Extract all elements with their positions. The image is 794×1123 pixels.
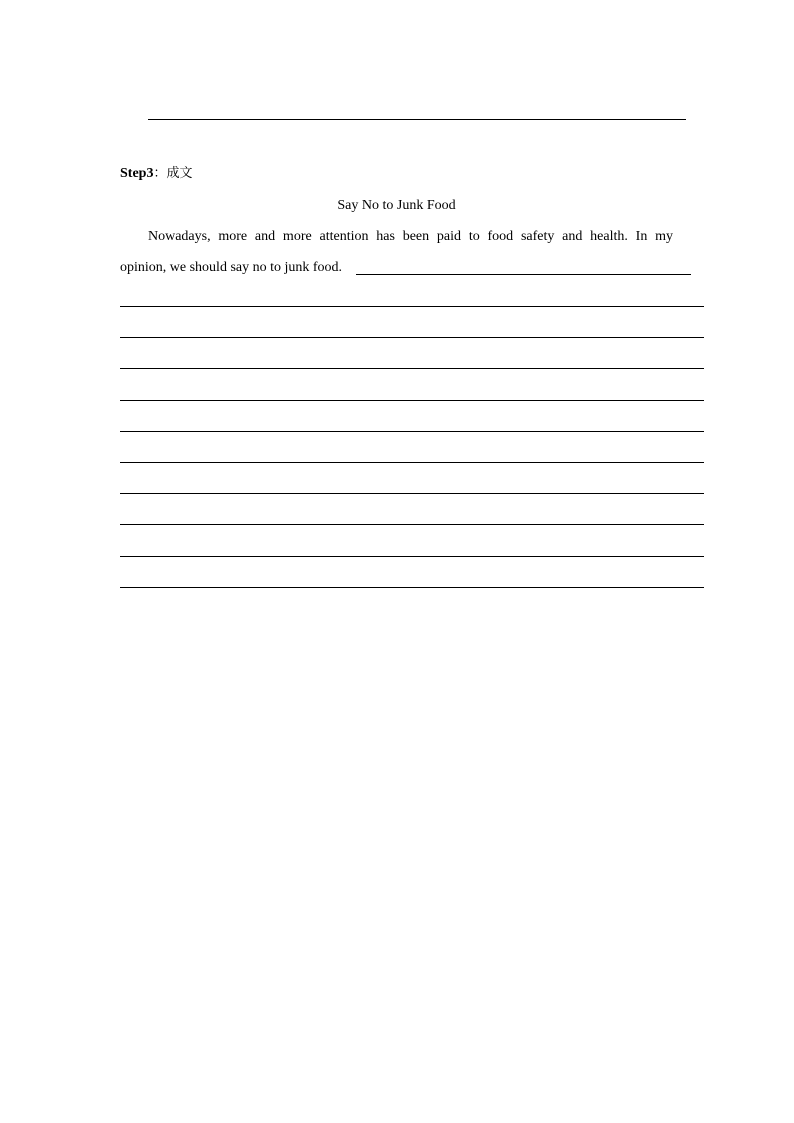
writing-line[interactable]	[120, 400, 704, 401]
answer-line-top[interactable]	[148, 119, 686, 120]
step-separator: ：	[153, 166, 167, 181]
writing-line[interactable]	[120, 337, 704, 338]
writing-line[interactable]	[120, 368, 704, 369]
writing-line[interactable]	[120, 524, 704, 525]
answer-blank-inline[interactable]	[356, 274, 691, 275]
writing-line[interactable]	[120, 493, 704, 494]
essay-opening-line-1: Nowadays, more and more attention has been paid to food safety and health. In my	[148, 229, 673, 244]
essay-title: Say No to Junk Food	[337, 198, 456, 213]
writing-line[interactable]	[120, 556, 704, 557]
step-label: Step3	[120, 166, 154, 181]
writing-line[interactable]	[120, 431, 704, 432]
step-heading	[120, 165, 192, 183]
step-title: 成文	[166, 166, 193, 181]
writing-line[interactable]	[120, 306, 704, 307]
writing-line[interactable]	[120, 462, 704, 463]
writing-line[interactable]	[120, 587, 704, 588]
essay-opening-line-2: opinion, we should say no to junk food.	[120, 260, 343, 275]
